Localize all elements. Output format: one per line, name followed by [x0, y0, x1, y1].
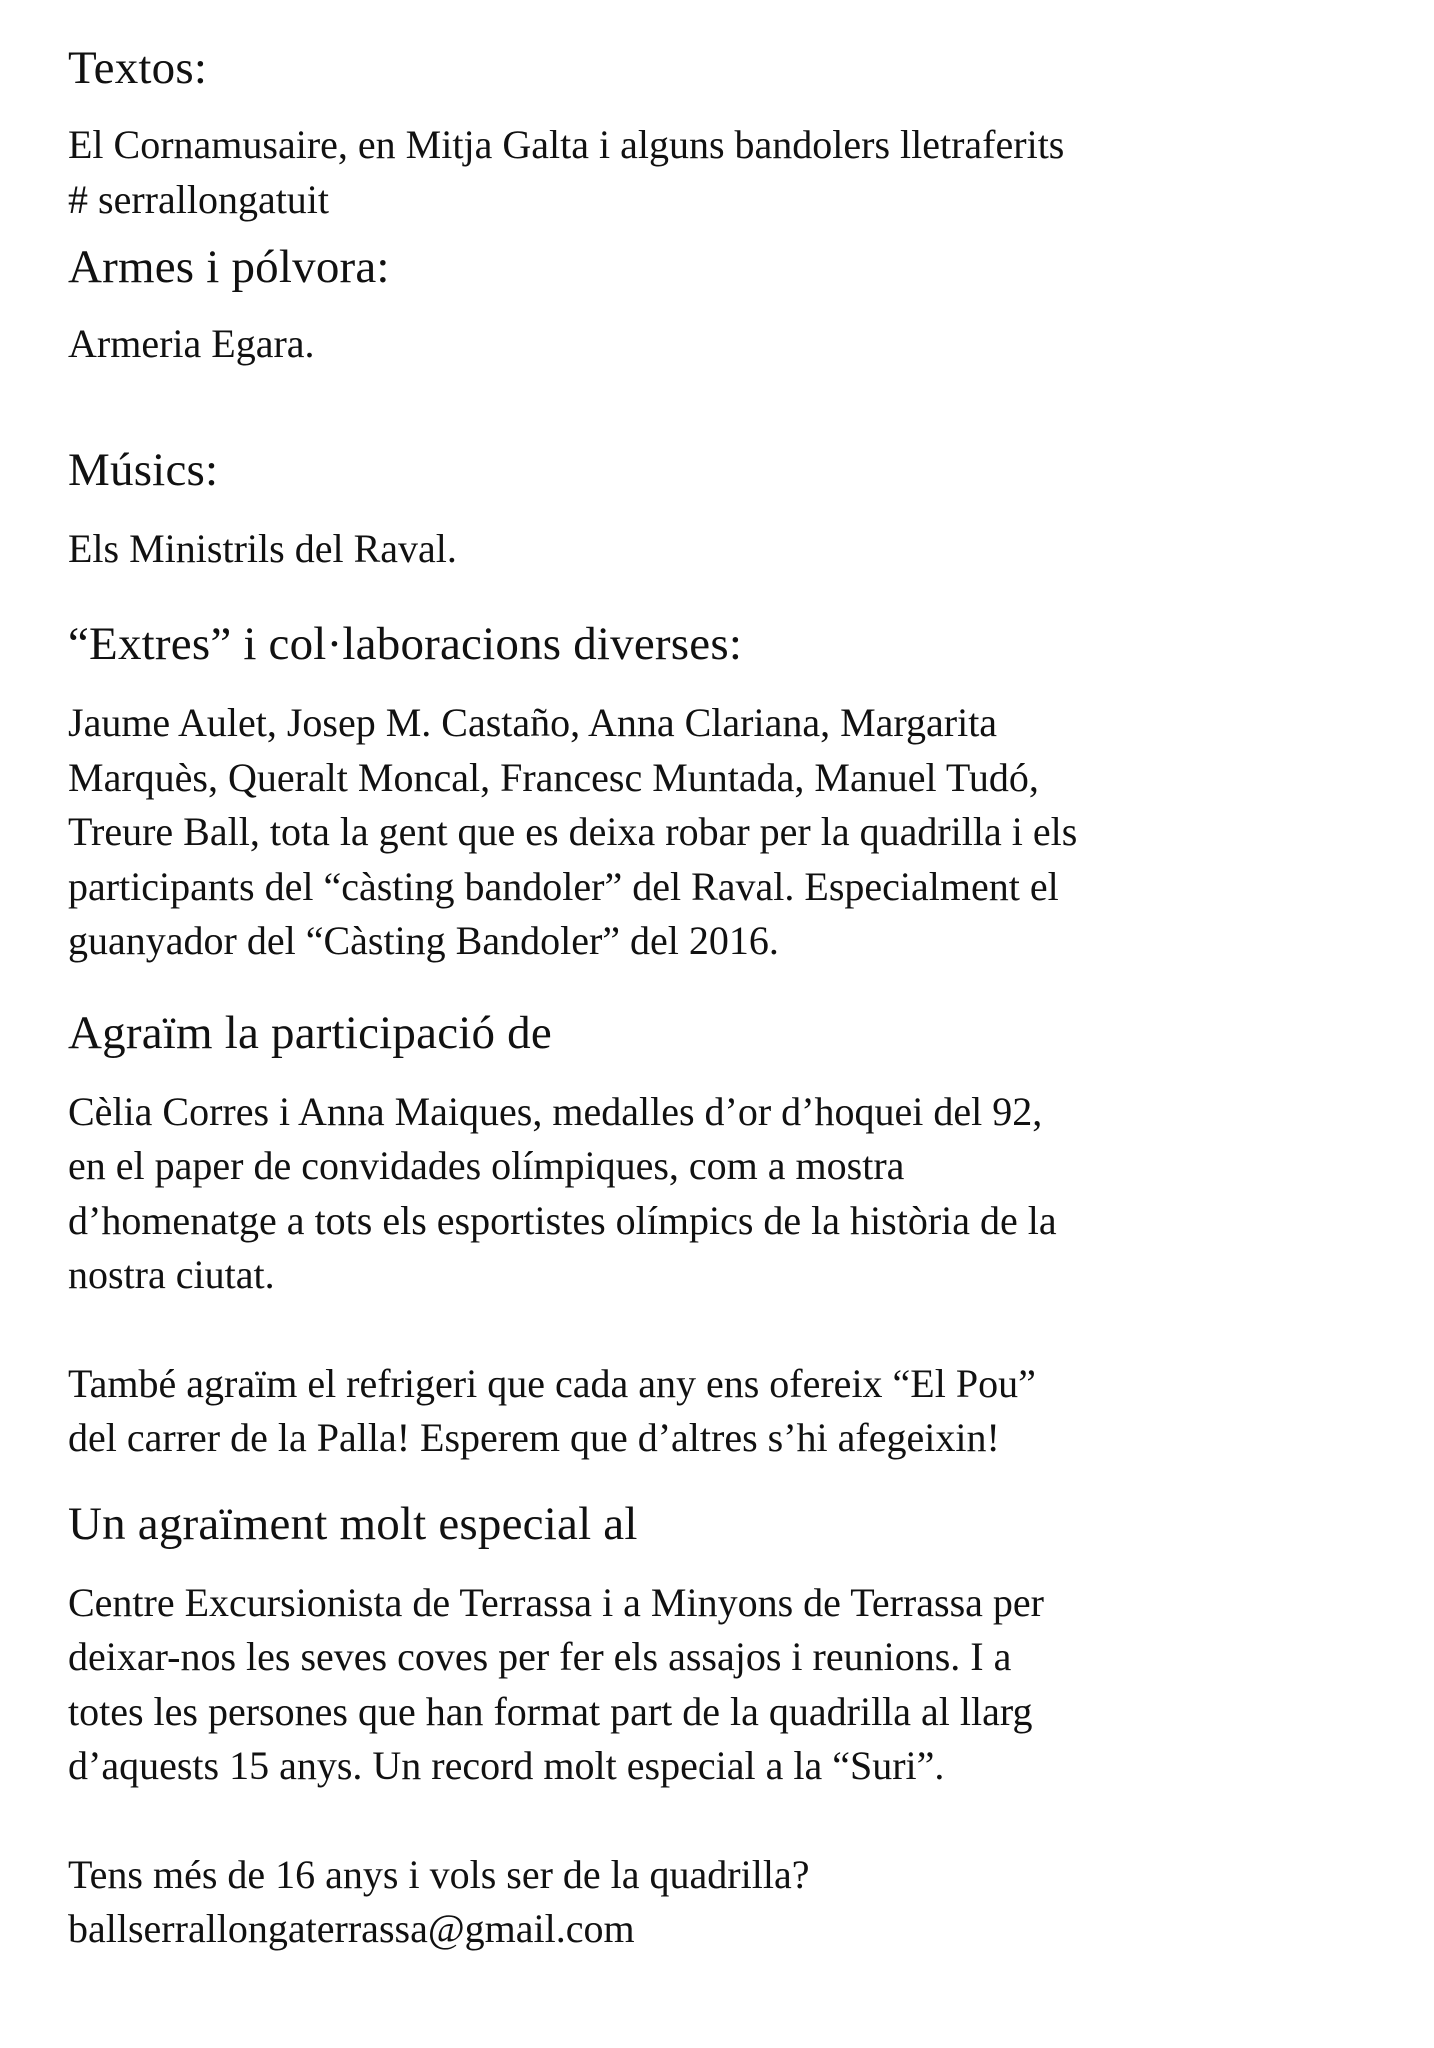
section-heading-extres: “Extres” i col·laboracions diverses: [68, 618, 743, 670]
text-line: Treure Ball, tota la gent que es deixa robar per la quadrilla i els [68, 809, 1078, 854]
section-body-musics [68, 522, 1368, 577]
contact-email: ballserrallongaterrassa@gmail.com [68, 1906, 635, 1951]
section-body-textos [68, 118, 1368, 227]
hashtag-line: # serrallongatuit [68, 176, 330, 222]
section-body-extres [68, 696, 1368, 969]
text-line: d’aquests 15 anys. Un record molt especial a la “Suri”. [68, 1743, 945, 1788]
text-line: El Cornamusaire, en Mitja Galta i alguns bandolers lletraferits [68, 122, 1065, 167]
text-line: Els Ministrils del Raval. [68, 525, 457, 571]
text-line: Jaume Aulet, Josep M. Castaño, Anna Clariana, Margarita [68, 700, 998, 745]
text-line: guanyador del “Càsting Bandoler” del 2016. [68, 918, 779, 963]
section-heading-musics: Músics: [68, 443, 219, 496]
text-line: Tens més de 16 anys i vols ser de la quadrilla? [68, 1851, 810, 1897]
text-line: nostra ciutat. [68, 1252, 275, 1297]
text-line: participants del “càsting bandoler” del Raval. Especialment el [68, 863, 1059, 909]
section-body-agraim [68, 1085, 1368, 1303]
text-line: Armeria Egara. [68, 321, 315, 366]
section-heading-textos: Textos: [68, 42, 208, 94]
text-line: del carrer de la Palla! Esperem que d’altres s’hi afegeixin! [68, 1415, 1000, 1460]
text-line: deixar-nos les seves coves per fer els assajos i reunions. I a [68, 1634, 1012, 1679]
section-body-armes [68, 317, 1368, 372]
section-body-agraim-extra [68, 1357, 1368, 1466]
section-heading-agraiment: Un agraïment molt especial al [68, 1497, 638, 1550]
section-heading-armes: Armes i pólvora: [68, 241, 390, 293]
text-line: Centre Excursionista de Terrassa i a Minyons de Terrassa per [68, 1579, 1044, 1625]
text-line: en el paper de convidades olímpiques, com a mostra [68, 1143, 905, 1188]
section-body-agraiment-extra [68, 1848, 1368, 1957]
section-heading-agraim: Agraïm la participació de [68, 1006, 552, 1059]
section-body-agraiment [68, 1576, 1368, 1794]
text-line: Marquès, Queralt Moncal, Francesc Muntada, Manuel Tudó, [68, 754, 1039, 800]
credits-page [68, 40, 1368, 1957]
text-line: Cèlia Corres i Anna Maiques, medalles d’or d’hoquei del 92, [68, 1088, 1043, 1134]
text-line: També agraïm el refrigeri que cada any ens ofereix “El Pou” [68, 1360, 1036, 1406]
text-line: d’homenatge a tots els esportistes olímpics de la història de la [68, 1197, 1057, 1243]
text-line: totes les persones que han format part de la quadrilla al llarg [68, 1688, 1033, 1734]
